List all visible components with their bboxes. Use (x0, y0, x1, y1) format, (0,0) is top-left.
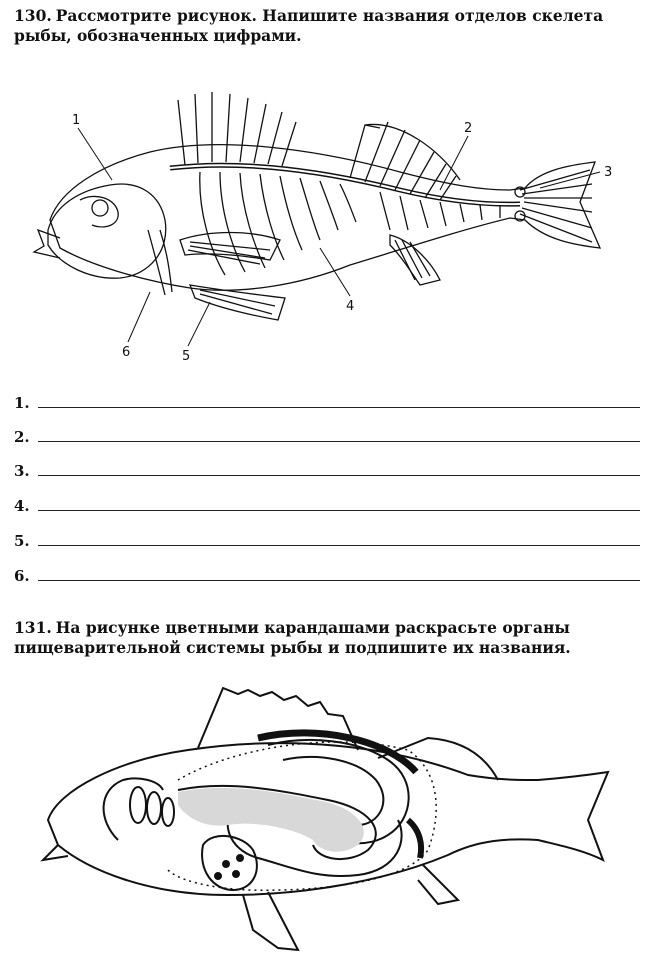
answer-label: 4. (14, 497, 30, 515)
callout-1: 1 (72, 113, 81, 128)
callout-5: 5 (182, 349, 191, 364)
task-number: 130. (14, 6, 52, 25)
write-in-line[interactable] (38, 545, 640, 546)
write-in-line[interactable] (38, 475, 640, 476)
write-in-line[interactable] (38, 510, 640, 511)
answer-line-2[interactable] (14, 424, 640, 446)
task-131-heading (14, 618, 637, 658)
task-text: На рисунке цветными карандашами раскрасьте органы пищеварительной системы рыбы и подпишите их названия. (14, 618, 571, 657)
callout-2: 2 (464, 121, 473, 136)
answer-label: 3. (14, 462, 30, 480)
callout-3: 3 (604, 165, 613, 180)
answer-line-6[interactable] (14, 563, 640, 585)
callout-6: 6 (122, 345, 131, 360)
answer-line-3[interactable] (14, 458, 640, 480)
answer-line-1[interactable] (14, 390, 640, 412)
task-text: Рассмотрите рисунок. Напишите названия отделов скелета рыбы, обозначенных цифрами. (14, 6, 604, 45)
answer-label: 6. (14, 567, 30, 585)
answer-label: 5. (14, 532, 30, 550)
callout-4: 4 (346, 299, 355, 314)
task-number: 131. (14, 618, 52, 637)
fish-digestive-system-illustration (28, 680, 628, 960)
write-in-line[interactable] (38, 407, 640, 408)
write-in-line[interactable] (38, 441, 640, 442)
answer-label: 1. (14, 394, 30, 412)
answer-line-5[interactable] (14, 528, 640, 550)
task-130-heading (14, 6, 637, 46)
answer-label: 2. (14, 428, 30, 446)
answer-line-4[interactable] (14, 493, 640, 515)
swim-bladder-shape (258, 733, 416, 772)
write-in-line[interactable] (38, 580, 640, 581)
fish-skeleton-illustration (20, 80, 620, 370)
